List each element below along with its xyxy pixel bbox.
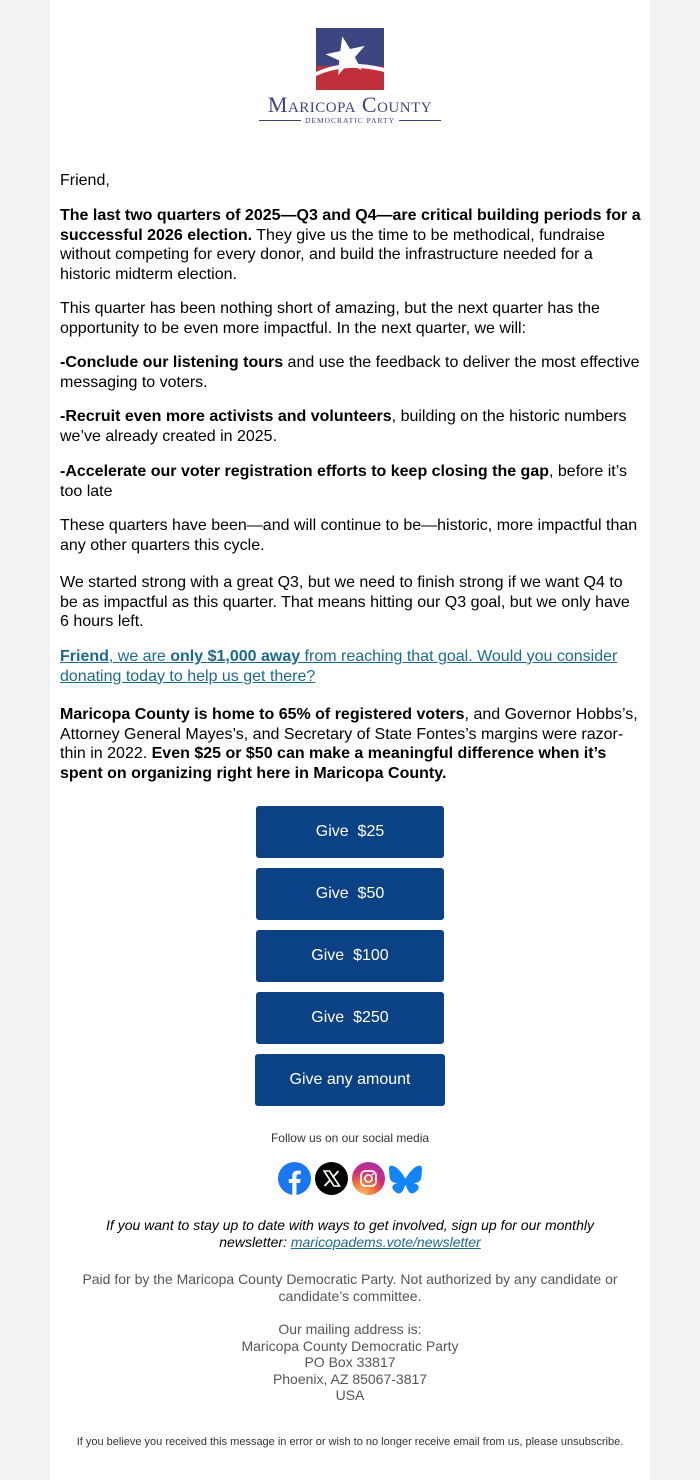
intro-paragraph: The last two quarters of 2025—Q3 and Q4—are critical building periods for a successful 2026 election. They give us the time to be methodical, fundraise without competing for every donor, and build the infrastructure needed for a historic midterm election. xyxy=(60,207,641,283)
goal-item-listening-tours: -Conclude our listening tours and use the feedback to deliver the most effective messaging to voters. xyxy=(60,354,640,391)
x-icon[interactable] xyxy=(315,1162,348,1195)
email-body xyxy=(50,0,650,1480)
goal-item-registration: -Accelerate our voter registration efforts to keep closing the gap, before it’s too late xyxy=(60,463,627,500)
give-50-button[interactable]: Give $50 xyxy=(256,868,444,920)
org-name: Maricopa County xyxy=(267,92,433,117)
newsletter-note: If you want to stay up to date with ways to get involved, sign up for our monthly newsletter: maricopadems.vote/newsletter xyxy=(106,1217,594,1250)
quarter-paragraph: This quarter has been nothing short of amazing, but the next quarter has the opportunity to be even more impactful. In the next quarter, we will: xyxy=(60,300,600,337)
unsubscribe-note[interactable]: If you believe you received this message in error or wish to no longer receive email from us, please unsubscribe. xyxy=(76,1436,624,1448)
org-subtitle: DEMOCRATIC PARTY xyxy=(304,116,396,125)
give-any-amount-button[interactable]: Give any amount xyxy=(255,1054,445,1106)
instagram-icon[interactable] xyxy=(352,1162,385,1195)
give-250-button[interactable]: Give $250 xyxy=(256,992,444,1044)
paid-for-disclaimer: Paid for by the Maricopa County Democratic Party. Not authorized by any candidate or candidate’s committee. xyxy=(82,1271,618,1304)
deadline-paragraph: We started strong with a great Q3, but we need to finish strong if we want Q4 to be as impactful as this quarter. That means hitting our Q3 goal, but we only have 6 hours left. xyxy=(60,574,630,630)
social-label: Follow us on our social media xyxy=(270,1131,430,1145)
voters-paragraph: Maricopa County is home to 65% of registered voters, and Governor Hobbs’s, Attorney General Mayes’s, and Secretary of State Fontes’s margins were razor-thin in 2022. Even $25 or $50 can make a meaningful difference when it’s spent on organizing right here in Maricopa County. xyxy=(60,706,638,782)
social-links xyxy=(50,1162,650,1195)
mailing-address: Our mailing address is: Maricopa County Democratic Party PO Box 33817 Phoenix, AZ 85067-3817 USA xyxy=(241,1321,459,1403)
greeting: Friend, xyxy=(60,172,110,189)
give-25-button[interactable]: Give $25 xyxy=(256,806,444,858)
give-100-button[interactable]: Give $100 xyxy=(256,930,444,982)
star-flag-logo-icon xyxy=(316,28,384,90)
org-logo xyxy=(50,28,650,125)
historic-paragraph: These quarters have been—and will continue to be—historic, more impactful than any other quarters this cycle. xyxy=(60,517,638,554)
newsletter-link[interactable]: maricopadems.vote/newsletter xyxy=(290,1233,481,1250)
goal-item-recruit: -Recruit even more activists and volunteers, building on the historic numbers we’ve already created in 2025. xyxy=(60,408,627,445)
donate-cta-link[interactable]: Friend, we are only $1,000 away from reaching that goal. Would you consider donating today to help us get there? xyxy=(60,648,618,685)
bluesky-icon[interactable] xyxy=(389,1162,422,1195)
facebook-icon[interactable] xyxy=(278,1162,311,1195)
